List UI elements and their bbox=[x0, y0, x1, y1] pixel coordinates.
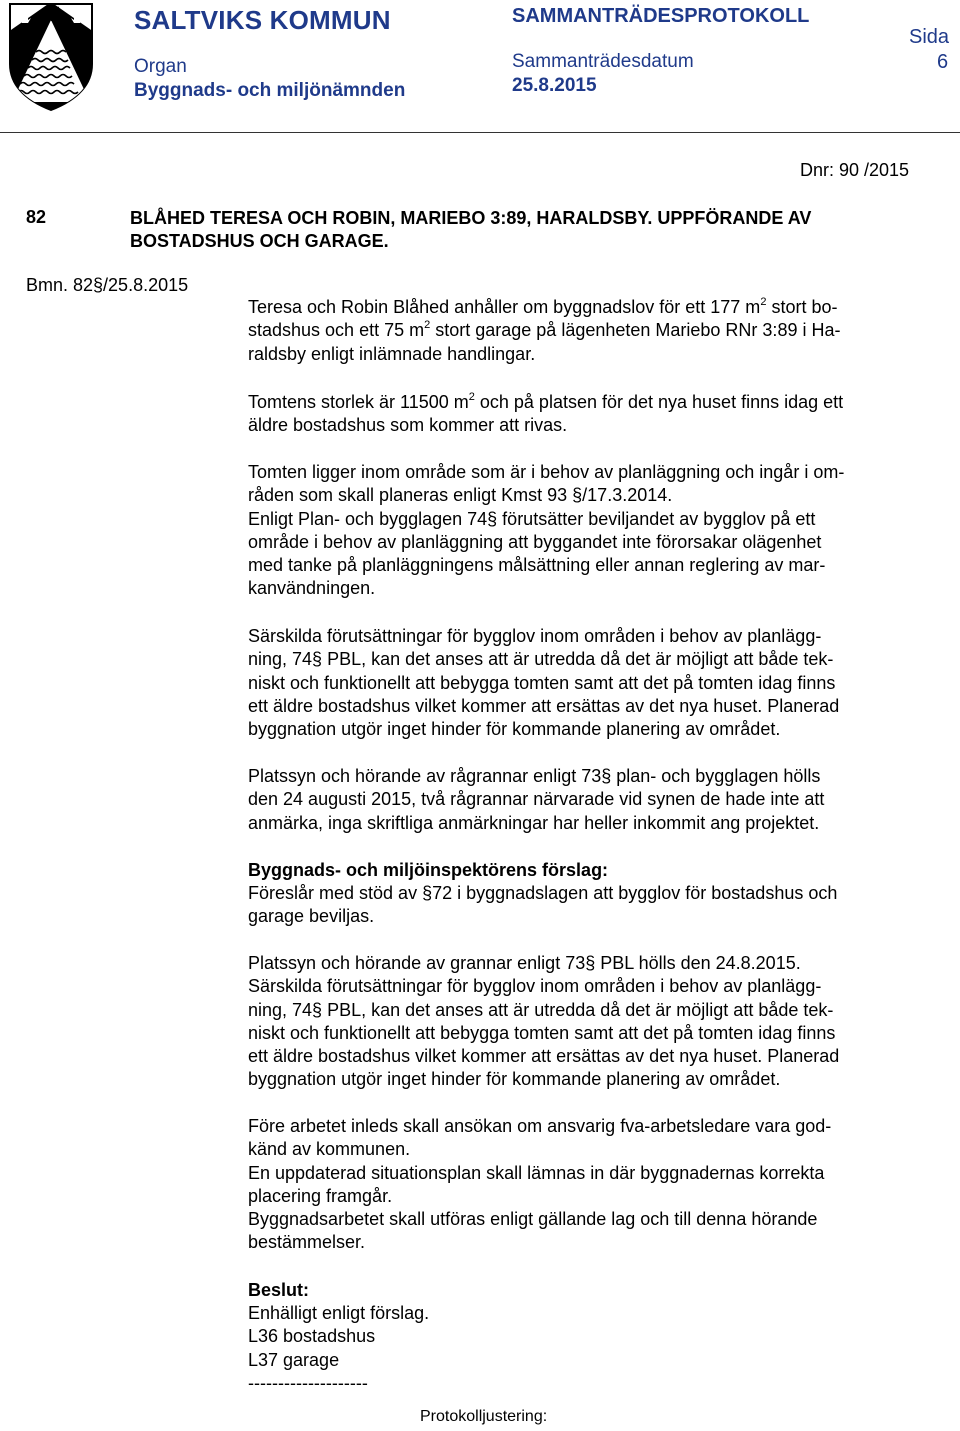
text-segment: L37 garage bbox=[248, 1349, 340, 1370]
text-segment: Föreslår med stöd av §72 i byggnadslagen att bygglov för bostadshus och bbox=[248, 883, 838, 903]
text-line bbox=[248, 812, 948, 835]
text-line bbox=[248, 975, 948, 998]
text-line bbox=[248, 1162, 948, 1185]
text-line bbox=[248, 859, 948, 882]
text-line bbox=[248, 999, 948, 1022]
text-segment: ning, 74§ PBL, kan det anses att är utredda då det är möjligt att både tek- bbox=[248, 649, 834, 670]
text-segment: Beslut: bbox=[248, 1280, 310, 1300]
paragraph-requirements bbox=[248, 1115, 948, 1255]
text-line bbox=[248, 1325, 948, 1348]
text-segment: Tomtens storlek är 11500 m bbox=[248, 392, 469, 412]
text-line bbox=[248, 1138, 948, 1161]
text-line bbox=[248, 1349, 948, 1372]
text-segment: känd av kommunen. bbox=[248, 1139, 411, 1160]
text-segment: Platssyn och hörande av grannar enligt 73§ PBL hölls den 24.8.2015. bbox=[248, 953, 801, 973]
text-line bbox=[248, 905, 948, 928]
text-segment: niskt och funktionellt att bebygga tomten samt att det på tomten idag finns bbox=[248, 672, 836, 693]
text-line bbox=[248, 319, 948, 342]
section-title bbox=[130, 207, 930, 253]
text-line bbox=[248, 1372, 948, 1395]
superscript: 2 bbox=[760, 296, 767, 308]
text-segment: stadshus och ett 75 m bbox=[248, 320, 425, 341]
decision-heading bbox=[248, 1279, 948, 1302]
protocol-title: SAMMANTRÄDESPROTOKOLL bbox=[512, 5, 810, 27]
text-line bbox=[248, 1022, 948, 1045]
paragraph-application bbox=[248, 296, 948, 366]
organ-label: Organ bbox=[134, 56, 187, 77]
text-line bbox=[248, 1279, 948, 1302]
text-line bbox=[248, 343, 948, 366]
text-segment: Teresa och Robin Blåhed anhåller om byggnadslov för ett 177 m bbox=[248, 297, 761, 317]
text-segment: Enligt Plan- och bygglagen 74§ förutsätter beviljandet av bygglov på ett bbox=[248, 508, 816, 529]
text-segment: område i behov av planläggning att byggandet inte förorsakar olägenhet bbox=[248, 531, 822, 552]
text-segment: -------------------- bbox=[248, 1372, 368, 1393]
page-number: 6 bbox=[937, 51, 949, 73]
text-line bbox=[248, 414, 948, 437]
text-segment: Särskilda förutsättningar för bygglov inom områden i behov av planlägg- bbox=[248, 626, 822, 646]
section-title-line: BLÅHED TERESA OCH ROBIN, MARIEBO 3:89, HARALDSBY. UPPFÖRANDE AV bbox=[130, 208, 812, 228]
page-label: Sida bbox=[909, 26, 950, 48]
text-line bbox=[248, 577, 948, 600]
text-line bbox=[248, 391, 948, 414]
text-segment: placering framgår. bbox=[248, 1185, 393, 1206]
text-line bbox=[248, 461, 948, 484]
text-segment: niskt och funktionellt att bebygga tomten samt att det på tomten idag finns bbox=[248, 1022, 836, 1043]
paragraph-proposal bbox=[248, 882, 948, 929]
text-segment: raldsby enligt inlämnade handlingar. bbox=[248, 343, 536, 364]
text-line bbox=[248, 1068, 948, 1091]
text-segment: och på platsen för det nya huset finns idag ett bbox=[474, 392, 844, 412]
text-segment: kanvändningen. bbox=[248, 578, 376, 599]
text-segment: byggnation utgör inget hinder för kommande planering av området. bbox=[248, 719, 781, 740]
text-line bbox=[248, 1185, 948, 1208]
text-segment: En uppdaterad situationsplan skall lämnas in där byggnadernas korrekta bbox=[248, 1162, 825, 1183]
text-segment: den 24 augusti 2015, två rågrannar närvarade vid synen de hade inte att bbox=[248, 789, 825, 810]
paragraph-planning bbox=[248, 461, 948, 601]
text-line bbox=[248, 625, 948, 648]
proposal-heading bbox=[248, 859, 948, 882]
superscript: 2 bbox=[468, 391, 475, 403]
paragraph-site-visit bbox=[248, 765, 948, 835]
protocol-adjustment-label: Protokolljustering: bbox=[420, 1408, 548, 1425]
text-segment: L36 bostadshus bbox=[248, 1326, 376, 1347]
text-segment: Särskilda förutsättningar för bygglov inom områden i behov av planlägg- bbox=[248, 976, 822, 997]
text-segment: Platssyn och hörande av rågrannar enligt 73§ plan- och bygglagen hölls bbox=[248, 766, 821, 786]
meeting-date-value: 25.8.2015 bbox=[512, 75, 597, 96]
text-segment: äldre bostadshus som kommer att rivas. bbox=[248, 415, 568, 436]
text-line bbox=[248, 1208, 948, 1231]
text-segment: bestämmelser. bbox=[248, 1232, 366, 1253]
superscript: 2 bbox=[424, 319, 431, 332]
text-line bbox=[248, 1231, 948, 1254]
text-segment: ett äldre bostadshus vilket kommer att ersättas av det nya huset. Planerad bbox=[248, 695, 840, 716]
section-title-line: BOSTADSHUS OCH GARAGE. bbox=[130, 231, 389, 251]
text-segment: anmärka, inga skriftliga anmärkningar har heller inkommit ang projektet. bbox=[248, 812, 820, 833]
diary-number: Dnr: 90 /2015 bbox=[800, 160, 910, 180]
text-segment: stort garage på lägenheten Mariebo RNr 3:89 i Ha- bbox=[430, 320, 841, 341]
text-segment: ett äldre bostadshus vilket kommer att ersättas av det nya huset. Planerad bbox=[248, 1046, 840, 1067]
text-line bbox=[248, 508, 948, 531]
text-segment: Före arbetet inleds skall ansökan om ansvarig fva-arbetsledare vara god- bbox=[248, 1116, 832, 1136]
text-line bbox=[248, 952, 948, 975]
text-segment: ning, 74§ PBL, kan det anses att är utredda då det är möjligt att både tek- bbox=[248, 999, 834, 1020]
text-segment: byggnation utgör inget hinder för kommande planering av området. bbox=[248, 1069, 781, 1090]
text-line bbox=[248, 718, 948, 741]
bmn-reference: Bmn. 82§/25.8.2015 bbox=[26, 275, 189, 295]
header-divider bbox=[0, 132, 960, 133]
text-segment: Tomten ligger inom område som är i behov av planläggning och ingår i om- bbox=[248, 462, 845, 482]
text-segment: med tanke på planläggningens målsättning eller annan reglering av mar- bbox=[248, 555, 826, 576]
text-line bbox=[248, 484, 948, 507]
text-line bbox=[248, 1045, 948, 1068]
text-line bbox=[248, 672, 948, 695]
section-number: 82 bbox=[26, 207, 47, 227]
text-segment: råden som skall planeras enligt Kmst 93 §/17.3.2014. bbox=[248, 485, 673, 506]
paragraph-conditions bbox=[248, 625, 948, 741]
text-line bbox=[248, 1115, 948, 1138]
text-line bbox=[248, 648, 948, 671]
coat-of-arms-icon bbox=[8, 2, 94, 112]
paragraph-neighbours bbox=[248, 952, 948, 1092]
organ-value: Byggnads- och miljönämnden bbox=[134, 80, 406, 101]
text-line bbox=[248, 788, 948, 811]
municipality-name: SALTVIKS KOMMUN bbox=[134, 5, 391, 35]
text-line bbox=[248, 531, 948, 554]
text-line bbox=[248, 695, 948, 718]
paragraph-plot-size bbox=[248, 391, 948, 438]
paragraph-decision bbox=[248, 1302, 948, 1395]
text-line bbox=[248, 554, 948, 577]
text-line bbox=[248, 882, 948, 905]
text-segment: garage beviljas. bbox=[248, 906, 375, 927]
text-segment: stort bo- bbox=[766, 297, 838, 317]
text-segment: Byggnadsarbetet skall utföras enligt gällande lag och till denna hörande bbox=[248, 1209, 818, 1230]
text-line bbox=[248, 296, 948, 319]
text-line bbox=[248, 1302, 948, 1325]
text-segment: Enhälligt enligt förslag. bbox=[248, 1303, 430, 1323]
meeting-date-label: Sammanträdesdatum bbox=[512, 51, 694, 72]
text-line bbox=[248, 765, 948, 788]
text-segment: Byggnads- och miljöinspektörens förslag: bbox=[248, 860, 609, 880]
